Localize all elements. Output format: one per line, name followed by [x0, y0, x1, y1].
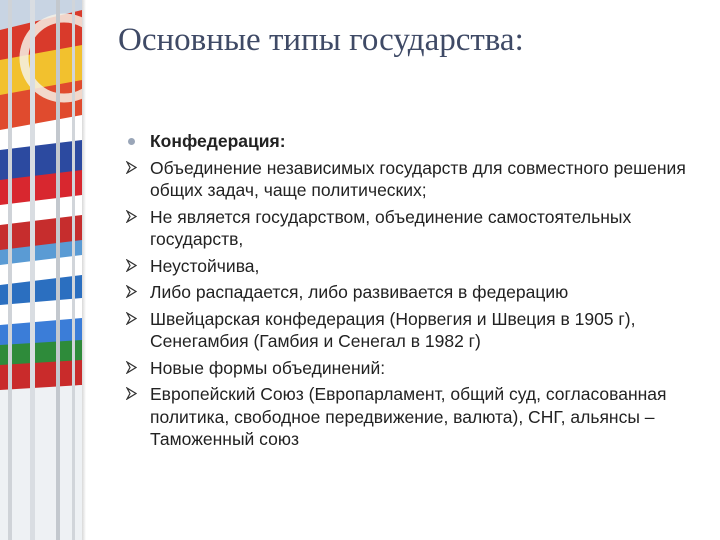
divider: [82, 0, 86, 540]
arrow-bullet-icon: [126, 308, 144, 330]
list-item: [126, 383, 696, 451]
flags-image: [0, 0, 82, 540]
slide-content: [126, 130, 696, 455]
flags-decoration: [0, 0, 82, 540]
arrow-bullet-icon: [126, 206, 144, 228]
heading-text: Конфедерация:: [150, 131, 286, 151]
list-item-text: Не является государством, объединение самостоятельных государств,: [150, 206, 632, 249]
list-item: [126, 357, 696, 380]
list-item: [126, 157, 696, 202]
list-item-text: Объединение независимых государств для совместного решения общих задач, чаще политических;: [150, 157, 686, 200]
arrow-bullet-icon: [126, 255, 144, 277]
list-item-text: Новые формы объединений:: [150, 357, 386, 378]
round-bullet-icon: [126, 130, 144, 152]
list-item-text: Европейский Союз (Европарламент, общий суд, согласованная политика, свободное передвижение, валюта), СНГ, альянсы – Таможенный союз: [150, 384, 667, 449]
arrow-bullet-icon: [126, 157, 144, 179]
arrow-bullet-icon: [126, 383, 144, 405]
list-item: [126, 255, 696, 278]
slide-title: Основные типы государства:: [118, 22, 524, 58]
list-item: [126, 281, 696, 304]
list-item-text: Либо распадается, либо развивается в федерацию: [150, 282, 569, 302]
list-item: [126, 206, 696, 251]
list-item-text: Неустойчива,: [150, 255, 260, 276]
arrow-bullet-icon: [126, 357, 144, 379]
list-item-heading: [126, 130, 696, 153]
list-item-text: Швейцарская конфедерация (Норвегия и Швеция в 1905 г), Сенегамбия (Гамбия и Сенегал в 1982 г): [150, 308, 636, 351]
arrow-bullet-icon: [126, 281, 144, 303]
list-item: [126, 308, 696, 353]
